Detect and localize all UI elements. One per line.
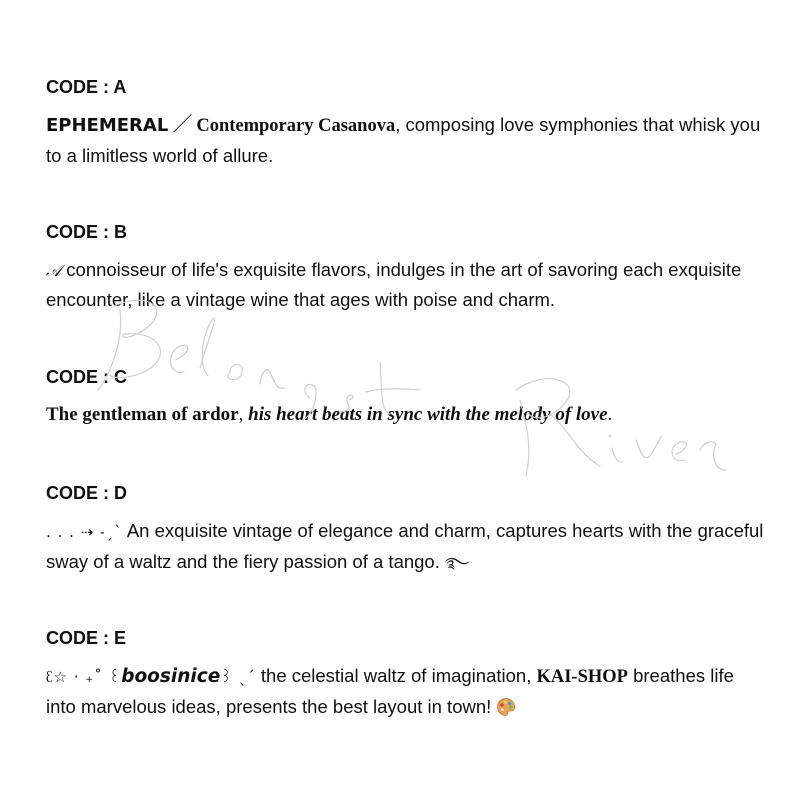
code-c-period: . — [607, 404, 613, 425]
code-a-text: , composing love symphonies that whisk you to a limitless world of allure. — [46, 114, 761, 166]
section-code-d — [46, 482, 766, 578]
code-c-comma: , — [238, 404, 249, 425]
code-c-description — [46, 400, 766, 429]
code-e-text-a: the celestial waltz of imagination, — [255, 665, 537, 686]
code-e-brand: KAI-SHOP — [536, 667, 628, 687]
code-c-heading: CODE : C — [46, 367, 127, 387]
code-e-description — [46, 661, 766, 721]
section-code-b — [46, 221, 766, 314]
code-e-brand-styled: boosinice — [121, 666, 221, 687]
code-b-heading: CODE : B — [46, 222, 127, 242]
code-b-script-letter: 𝒜 — [46, 261, 62, 280]
code-b-description — [46, 255, 764, 314]
slash-glyph: ／ — [172, 112, 193, 136]
code-a-name: Contemporary Casanova — [196, 116, 396, 136]
code-e-heading: CODE : E — [46, 628, 127, 648]
section-code-a — [46, 76, 766, 170]
code-a-lead: EPHEMERAL — [46, 115, 169, 136]
palette-icon — [496, 697, 516, 717]
code-e-prefix-end: ꒱ ˎˊ — [220, 668, 256, 686]
code-d-description — [46, 516, 766, 578]
code-a-description — [46, 110, 766, 170]
code-d-prefix: . . . ⇢ ˗ˏˋ — [46, 523, 123, 541]
section-code-e — [46, 627, 766, 721]
code-c-italic: his heart beats in sync with the melody of love — [248, 404, 608, 425]
code-e-prefix: ᦷ☆ · ₊˚ ꒰ — [46, 668, 122, 686]
code-e-text-b: breathes life into marvelous ideas, presents the best layout in town! — [46, 665, 734, 717]
code-c-bold: The gentleman of ardor — [46, 404, 239, 425]
code-d-suffix: ࿐ — [445, 554, 471, 572]
section-code-c — [46, 366, 766, 429]
code-b-text: connoisseur of life's exquisite flavors, indulges in the art of savoring each exquisite encounter, like a vintage wine that ages with poise and charm. — [46, 259, 742, 310]
code-d-text: An exquisite vintage of elegance and charm, captures hearts with the graceful sway of a waltz and the fiery passion of a tango. — [46, 520, 764, 572]
code-a-heading: CODE : A — [46, 77, 127, 97]
code-d-heading: CODE : D — [46, 483, 127, 503]
